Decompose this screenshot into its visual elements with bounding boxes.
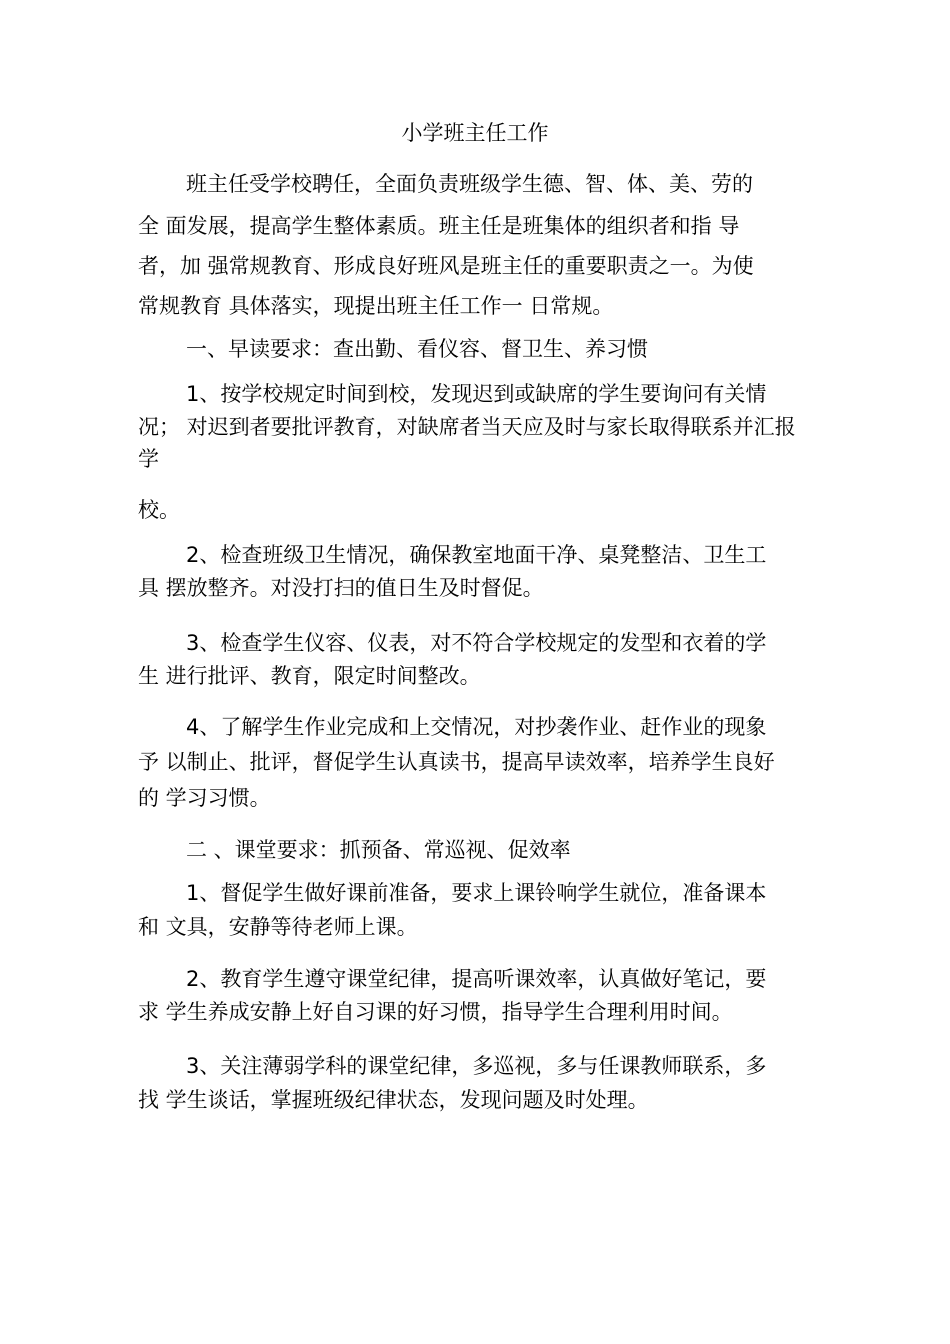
section2-item2-line1: 2、教育学生遵守课堂纪律，提高听课效率，认真做好笔记，要 — [186, 967, 767, 991]
section1-item2-line2: 具 摆放整齐。对没打扫的值日生及时督促。 — [138, 576, 544, 600]
document-title: 小学班主任工作 — [401, 121, 549, 145]
section1-item1-line4: 校。 — [138, 498, 180, 522]
intro-line-3: 者，加 强常规教育、形成良好班风是班主任的重要职责之一。为使 — [138, 254, 754, 278]
section2-heading: 二 、课堂要求：抓预备、常巡视、促效率 — [186, 838, 571, 862]
section2-item3-line2: 找 学生谈话，掌握班级纪律状态，发现问题及时处理。 — [138, 1088, 649, 1112]
section1-item3-line1: 3、检查学生仪容、仪表，对不符合学校规定的发型和衣着的学 — [186, 631, 767, 655]
section2-item1-line1: 1、督促学生做好课前准备，要求上课铃响学生就位，准备课本 — [186, 881, 767, 905]
section1-item1-line2: 况； 对迟到者要批评教育，对缺席者当天应及时与家长取得联系并汇报 — [138, 415, 796, 439]
section1-item4-line2: 予 以制止、批评，督促学生认真读书，提高早读效率，培养学生良好 — [138, 750, 775, 774]
intro-line-1: 班主任受学校聘任，全面负责班级学生德、智、体、美、劳的 — [186, 172, 753, 196]
intro-line-4: 常规教育 具体落实，现提出班主任工作一 日常规。 — [138, 294, 614, 318]
section1-item4-line1: 4、了解学生作业完成和上交情况，对抄袭作业、赶作业的现象 — [186, 715, 767, 739]
intro-line-2: 全 面发展，提高学生整体素质。班主任是班集体的组织者和指 导 — [138, 214, 740, 238]
section2-item3-line1: 3、关注薄弱学科的课堂纪律，多巡视，多与任课教师联系，多 — [186, 1054, 767, 1078]
section2-item1-line2: 和 文具，安静等待老师上课。 — [138, 915, 418, 939]
section1-heading: 一、早读要求：查出勤、看仪容、督卫生、养习惯 — [186, 337, 648, 361]
section1-item4-line3: 的 学习习惯。 — [138, 786, 271, 810]
section1-item1-line3: 学 — [138, 447, 159, 471]
section2-item2-line2: 求 学生养成安静上好自习课的好习惯，指导学生合理利用时间。 — [138, 1000, 733, 1024]
section1-item2-line1: 2、检查班级卫生情况，确保教室地面干净、桌凳整洁、卫生工 — [186, 543, 767, 567]
section1-item1-line1: 1、按学校规定时间到校，发现迟到或缺席的学生要询问有关情 — [186, 382, 767, 406]
section1-item3-line2: 生 进行批评、教育，限定时间整改。 — [138, 664, 481, 688]
